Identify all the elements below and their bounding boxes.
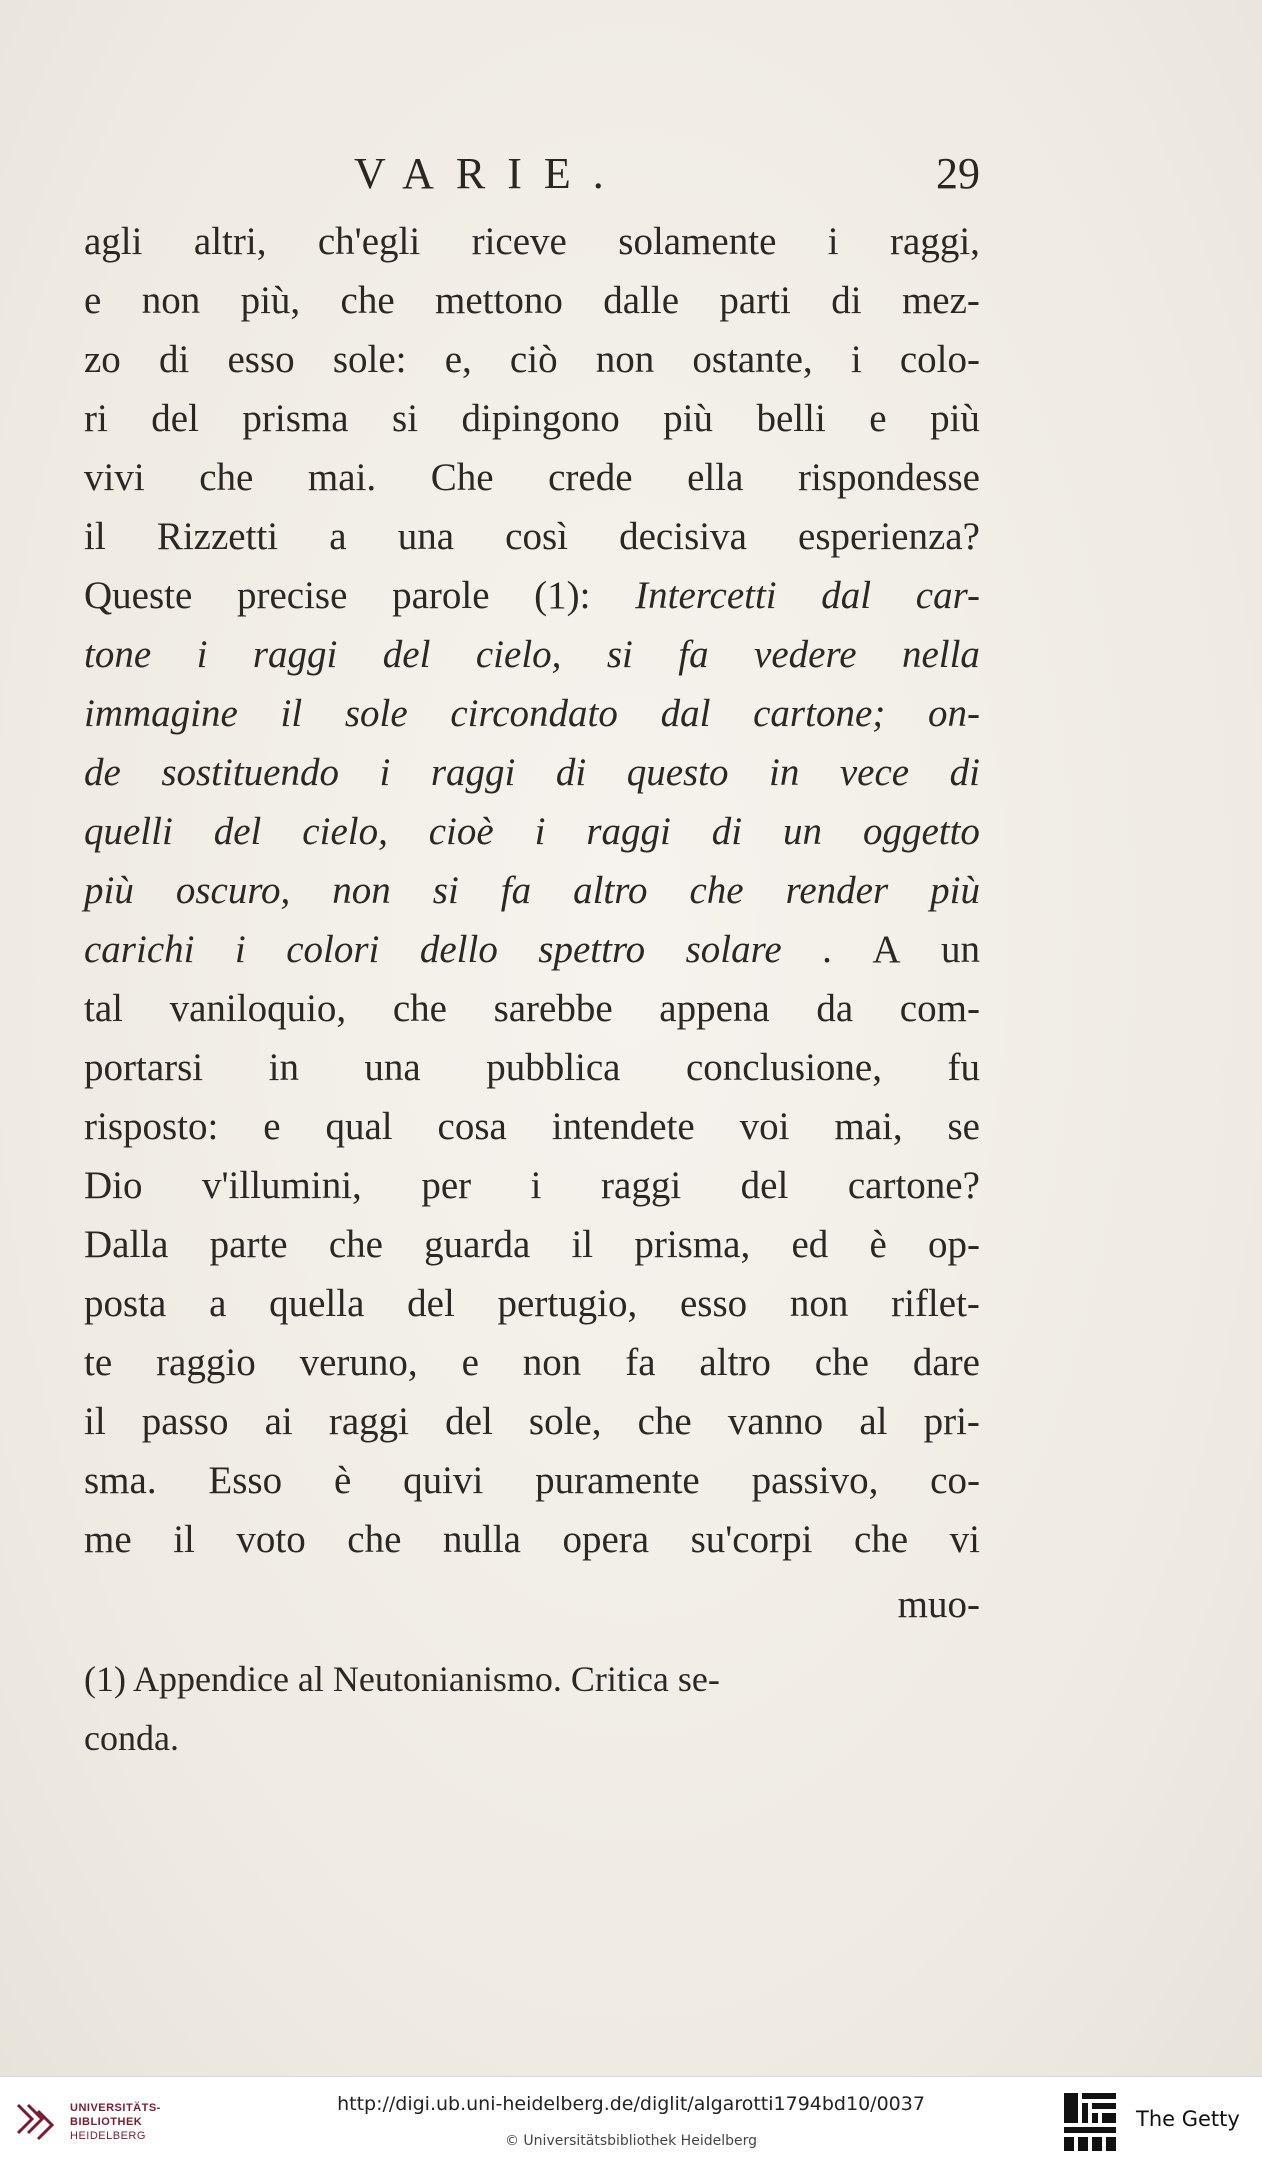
word: il <box>571 1223 594 1266</box>
footnote-line: conda. <box>84 1718 179 1758</box>
word: e <box>869 397 887 440</box>
word: altri, <box>193 220 267 263</box>
word: posta <box>84 1282 167 1325</box>
word: prisma, <box>634 1223 751 1266</box>
word: raggi <box>328 1400 410 1443</box>
word: dal <box>821 574 872 617</box>
text-line <box>84 979 980 1038</box>
word: Rizzetti <box>156 515 279 558</box>
word: Dio <box>84 1164 143 1207</box>
word: de <box>84 751 121 794</box>
word: parte <box>209 1223 288 1266</box>
word: spettro <box>538 928 646 971</box>
library-name-line: HEIDELBERG <box>70 2130 146 2142</box>
viewer-footer <box>0 2076 1262 2167</box>
word: conclusione, <box>685 1046 882 1089</box>
word: ed <box>791 1223 829 1266</box>
word: ciò <box>509 338 558 381</box>
word: ella <box>687 456 744 499</box>
word: più <box>663 397 714 440</box>
word: pertugio, <box>497 1282 638 1325</box>
word: i <box>530 1164 542 1207</box>
word: non <box>332 869 391 912</box>
getty-label: The Getty <box>1136 2107 1240 2131</box>
text-line <box>84 507 980 566</box>
word: quella <box>269 1282 365 1325</box>
word: è <box>333 1459 352 1502</box>
word: solare <box>685 928 782 971</box>
word: Che <box>430 456 494 499</box>
word: pri- <box>923 1400 980 1443</box>
word: da <box>816 987 854 1030</box>
word: sole <box>344 692 408 735</box>
word: il <box>84 515 106 558</box>
text-line <box>84 389 980 448</box>
word: di <box>158 338 190 381</box>
word: del <box>740 1164 789 1207</box>
word: passivo, <box>751 1459 879 1502</box>
word: Dalla <box>84 1223 169 1266</box>
word: i <box>234 928 246 971</box>
word: esso <box>227 338 295 381</box>
word: com- <box>899 987 980 1030</box>
library-name-line: BIBLIOTHEK <box>70 2116 143 2128</box>
word: dare <box>912 1341 980 1384</box>
word: dello <box>419 928 498 971</box>
word: immagine <box>84 692 238 735</box>
word: di <box>831 279 862 322</box>
word: Esso <box>208 1459 283 1502</box>
text-line <box>84 1392 980 1451</box>
word: agli <box>84 220 143 263</box>
word: raggi <box>601 1164 682 1207</box>
word: . <box>822 928 832 971</box>
word: ch'egli <box>317 220 421 263</box>
text-line <box>84 1333 980 1392</box>
catchword: muo- <box>897 1583 980 1626</box>
text-line <box>84 1215 980 1274</box>
word: che <box>637 1400 692 1443</box>
word: v'illumini, <box>202 1164 362 1207</box>
word: esperienza? <box>798 515 980 558</box>
word: che <box>853 1518 909 1561</box>
word: me <box>84 1518 132 1561</box>
word: questo <box>626 751 729 794</box>
word: carichi <box>84 928 195 971</box>
word: precise <box>236 574 348 617</box>
text-line <box>84 743 980 802</box>
word: su'corpi <box>690 1518 813 1561</box>
permalink-url[interactable]: http://digi.ub.uni-heidelberg.de/diglit/algarotti1794bd10/0037 <box>337 2093 925 2115</box>
word: non <box>522 1341 582 1384</box>
word: che <box>814 1341 869 1384</box>
word: di <box>949 751 980 794</box>
text-line <box>84 271 980 330</box>
word: op- <box>927 1223 980 1266</box>
word: in <box>268 1046 299 1089</box>
word: i <box>196 633 208 676</box>
word: tal <box>84 987 123 1030</box>
word: raggio <box>156 1341 256 1384</box>
word: nulla <box>442 1518 521 1561</box>
word: qual <box>325 1105 393 1148</box>
text-line <box>84 802 980 861</box>
word: del <box>407 1282 455 1325</box>
word: altro <box>699 1341 771 1384</box>
word: una <box>397 515 455 558</box>
text-line <box>84 1156 980 1215</box>
word: il <box>280 692 303 735</box>
word: oscuro, <box>175 869 291 912</box>
word: zo <box>84 338 121 381</box>
word: raggi <box>430 751 516 794</box>
word: vanno <box>727 1400 824 1443</box>
getty-logo-icon[interactable] <box>1062 2091 1118 2153</box>
word: e <box>263 1105 281 1148</box>
word: fa <box>678 633 709 676</box>
word: a <box>209 1282 227 1325</box>
library-name-line: UNIVERSITÄTS- <box>70 2102 161 2114</box>
word: ostante, <box>692 338 813 381</box>
word: riflet- <box>891 1282 980 1325</box>
word: te <box>84 1341 113 1384</box>
word: sole: <box>332 338 407 381</box>
word: un <box>783 810 823 853</box>
text-line <box>84 684 980 743</box>
word: in <box>769 751 800 794</box>
word: altro <box>573 869 648 912</box>
word: ai <box>264 1400 293 1443</box>
word: per <box>421 1164 472 1207</box>
word: appena <box>659 987 770 1030</box>
word: al <box>859 1400 888 1443</box>
text-line <box>84 330 980 389</box>
word: più <box>930 397 980 440</box>
word: più <box>84 869 134 912</box>
word: mez- <box>901 279 980 322</box>
word: mettono <box>435 279 563 322</box>
word: si <box>392 397 419 440</box>
word: più <box>930 869 980 912</box>
word: intendete <box>551 1105 695 1148</box>
word: parti <box>719 279 791 322</box>
page-number: 29 <box>936 149 980 198</box>
word: che <box>328 1223 383 1266</box>
text-line <box>84 1038 980 1097</box>
word: si <box>606 633 633 676</box>
word: parole <box>392 574 490 617</box>
word: il <box>173 1518 195 1561</box>
word: raggi, <box>890 220 980 263</box>
word: il <box>84 1400 106 1443</box>
word: cioè <box>428 810 494 853</box>
word: quivi <box>403 1459 484 1502</box>
word: i <box>534 810 546 853</box>
word: più, <box>240 279 301 322</box>
word: una <box>364 1046 421 1089</box>
word: quelli <box>84 810 173 853</box>
word: di <box>711 810 743 853</box>
word: cartone; <box>753 692 886 735</box>
word: cartone? <box>847 1164 980 1207</box>
footnote-line: (1) Appendice al Neutonianismo. Critica se- <box>84 1659 720 1699</box>
word: opera <box>562 1518 650 1561</box>
word: on- <box>927 692 980 735</box>
word: oggetto <box>862 810 980 853</box>
word: è <box>869 1223 887 1266</box>
word: cielo, <box>302 810 388 853</box>
word: mai, <box>834 1105 903 1148</box>
word: riceve <box>471 220 567 263</box>
word: che <box>340 279 395 322</box>
footnote <box>84 1654 980 1772</box>
word: cielo, <box>475 633 562 676</box>
word: sole, <box>528 1400 602 1443</box>
word: sostituendo <box>161 751 339 794</box>
word: circondato <box>450 692 618 735</box>
word: colo- <box>899 338 980 381</box>
word: se <box>947 1105 980 1148</box>
word: non <box>595 338 655 381</box>
word: Queste <box>84 574 193 617</box>
word: così <box>505 515 568 558</box>
word: fu <box>947 1046 980 1089</box>
word: che <box>199 456 254 499</box>
word: dalle <box>603 279 680 322</box>
word: del <box>445 1400 493 1443</box>
text-line <box>84 1451 980 1510</box>
word: tone <box>84 633 152 676</box>
word: (1): <box>534 574 591 617</box>
word: che <box>689 869 744 912</box>
word: colori <box>286 928 380 971</box>
running-title: VARIE. <box>354 149 626 198</box>
word: sma. <box>84 1459 157 1502</box>
word: del <box>382 633 431 676</box>
copyright-notice: © Universitätsbibliothek Heidelberg <box>504 2133 757 2149</box>
word: un <box>940 928 980 971</box>
word: e <box>84 279 102 322</box>
word: puramente <box>535 1459 700 1502</box>
word: guarda <box>424 1223 531 1266</box>
word: fa <box>500 869 532 912</box>
word: vi <box>949 1518 980 1561</box>
word: raggi <box>586 810 671 853</box>
word: solamente <box>618 220 777 263</box>
word: A <box>872 928 901 971</box>
word: i <box>850 338 862 381</box>
text-line <box>84 212 980 271</box>
word: del <box>213 810 262 853</box>
text-line <box>84 566 980 625</box>
word: cosa <box>437 1105 507 1148</box>
text-line <box>84 1510 980 1569</box>
word: voi <box>739 1105 790 1148</box>
word: car- <box>915 574 980 617</box>
text-line <box>84 920 980 979</box>
word: dipingono <box>461 397 620 440</box>
text-line <box>84 448 980 507</box>
word: i <box>827 220 839 263</box>
word: rispondesse <box>797 456 980 499</box>
word: portarsi <box>84 1046 204 1089</box>
word: vaniloquio, <box>169 987 347 1030</box>
word: ri <box>84 397 108 440</box>
word: vece <box>839 751 910 794</box>
word: i <box>379 751 391 794</box>
word: dal <box>660 692 711 735</box>
word: di <box>555 751 587 794</box>
word: risposto: <box>84 1105 219 1148</box>
word: a <box>329 515 347 558</box>
word: e <box>461 1341 479 1384</box>
word: che <box>347 1518 402 1561</box>
text-line <box>84 1097 980 1156</box>
word: non <box>789 1282 849 1325</box>
word: mai. <box>307 456 377 499</box>
word: crede <box>548 456 633 499</box>
word: pubblica <box>486 1046 621 1089</box>
word: fa <box>625 1341 656 1384</box>
word: render <box>785 869 889 912</box>
word: vivi <box>84 456 145 499</box>
word: e, <box>444 338 472 381</box>
word: belli <box>756 397 826 440</box>
word: decisiva <box>619 515 747 558</box>
word: raggi <box>252 633 338 676</box>
word: nella <box>901 633 980 676</box>
text-line <box>84 625 980 684</box>
word: si <box>432 869 459 912</box>
text-line <box>84 861 980 920</box>
word: esso <box>679 1282 748 1325</box>
word: passo <box>141 1400 229 1443</box>
text-line <box>84 1274 980 1333</box>
word: co- <box>930 1459 980 1502</box>
word: sarebbe <box>493 987 613 1030</box>
body-text <box>84 212 980 1569</box>
word: veruno, <box>299 1341 418 1384</box>
word: vedere <box>754 633 857 676</box>
word: del <box>151 397 199 440</box>
word: prisma <box>242 397 349 440</box>
word: che <box>392 987 447 1030</box>
word: voto <box>236 1518 306 1561</box>
page-header <box>84 148 980 208</box>
word: Intercetti <box>635 574 777 617</box>
word: non <box>141 279 201 322</box>
